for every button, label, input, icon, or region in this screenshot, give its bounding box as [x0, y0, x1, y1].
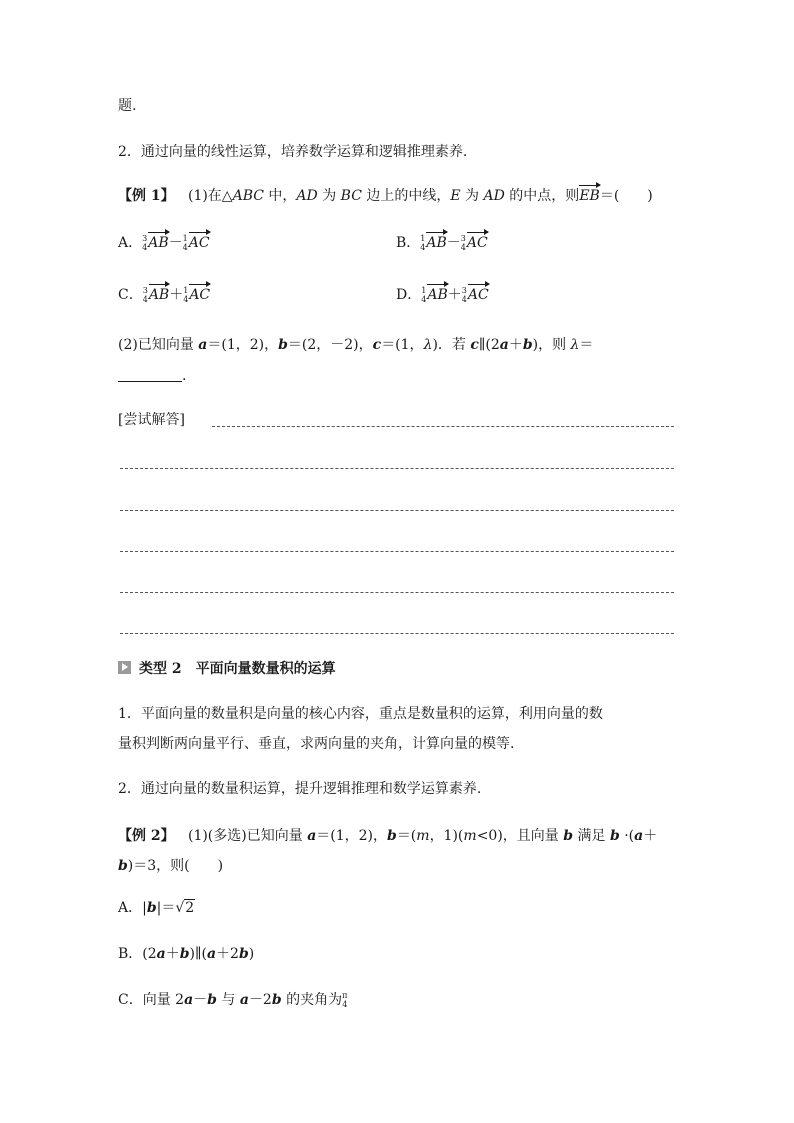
type-2-paragraph-2: 2．通过向量的数量积运算，提升逻辑推理和数学运算素养. [118, 781, 482, 797]
objective-2: 2．通过向量的线性运算，培养数学运算和逻辑推理素养. [118, 144, 468, 160]
example-2-line-1: 【例 2】 (1)(多选)已知向量 a＝(1，2)，b＝(m，1)(m<0)，且向量 b 满足 b ·(a＋ [118, 828, 658, 844]
answer-line-5[interactable] [120, 592, 674, 593]
example-2-line-2: b)＝3，则( ) [118, 858, 224, 874]
answer-line-1[interactable] [212, 426, 674, 427]
example-1-option-a[interactable]: A． 3 4 AB－ 1 4 AC [118, 234, 210, 252]
type-2-paragraph-1-line-2: 量积判断两向量平行、垂直，求两向量的夹角，计算向量的模等. [118, 736, 515, 752]
answer-line-6[interactable] [120, 633, 674, 634]
example-2-option-c[interactable]: C．向量 2a－b 与 a－2b 的夹角为 π 4 [118, 991, 348, 1009]
text-line-continuation: 题. [118, 98, 137, 114]
example-2-option-b[interactable]: B．(2a＋b)∥(a＋2b) [118, 946, 255, 962]
example-1-option-d[interactable]: D． 1 4 AB＋ 3 4 AC [396, 286, 489, 304]
example-2-label: 【例 2】 [118, 828, 175, 844]
type-2-paragraph-1-line-1: 1．平面向量的数量积是向量的核心内容，重点是数量积的运算，利用向量的数 [118, 706, 603, 722]
example-1-option-b[interactable]: B． 1 4 AB－ 3 4 AC [396, 234, 488, 252]
answer-line-3[interactable] [120, 510, 674, 511]
answer-line-2[interactable] [120, 468, 674, 469]
example-1-question-1: 【例 1】 (1)在△ABC 中，AD 为 BC 边上的中线，E 为 AD 的中点，则EB＝( ) [118, 188, 653, 204]
section-type-2-heading: 类型 2 平面向量数量积的运算 [118, 659, 336, 679]
example-2-option-a[interactable]: A．|b|＝√2 [118, 900, 195, 916]
answer-line-4[interactable] [120, 551, 674, 552]
fill-blank [118, 367, 182, 382]
try-answer-label: [尝试解答] [118, 412, 185, 428]
example-1-question-2: (2)已知向量 a＝(1，2)，b＝(2，－2)，c＝(1，λ)．若 c∥(2a＋b)，则 λ＝ [118, 337, 594, 353]
play-triangle-icon [118, 661, 131, 674]
example-1-option-c[interactable]: C． 3 4 AB＋ 1 4 AC [118, 286, 211, 304]
answer-blank[interactable]: . [118, 366, 186, 386]
example-1-label: 【例 1】 [118, 188, 175, 204]
